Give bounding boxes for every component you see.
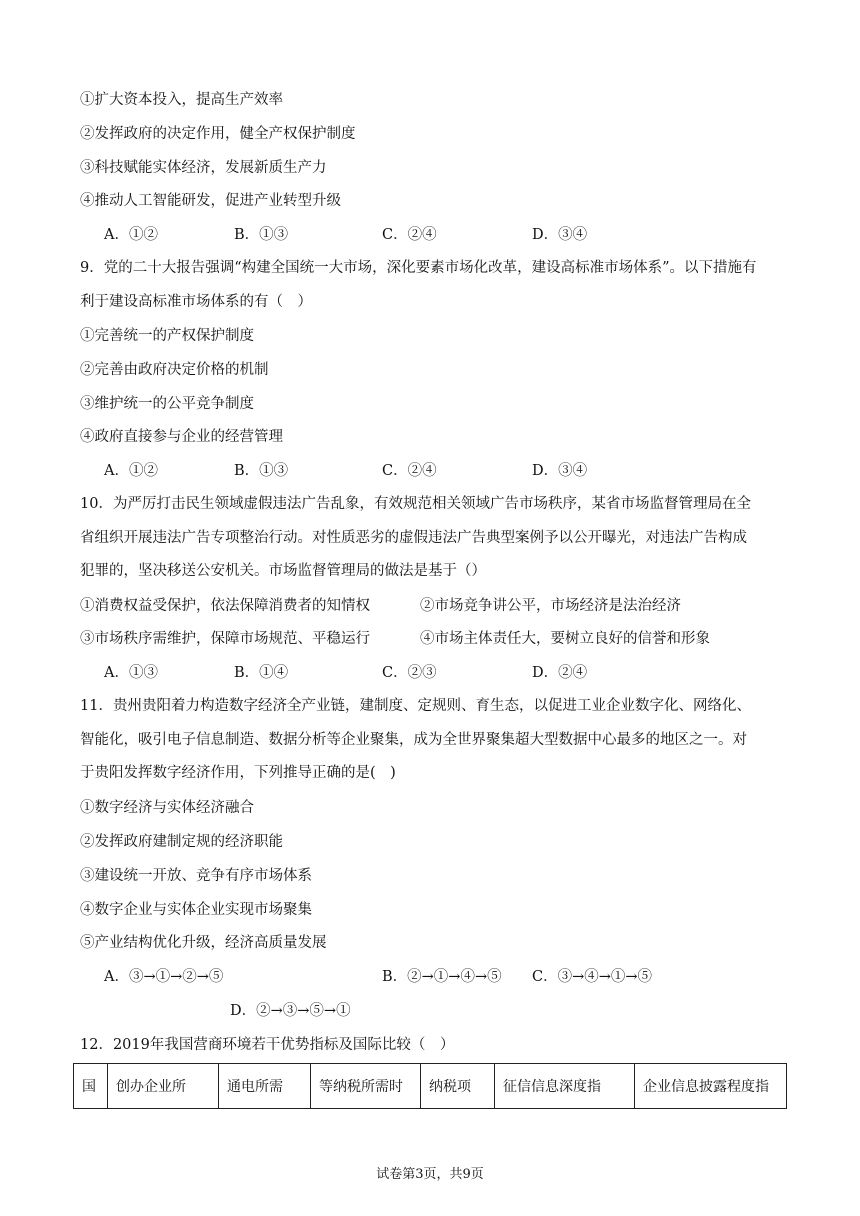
q9-option-b[interactable]: B．①③ [234,463,289,479]
q8-item-4: ④推动人工智能研发，促进产业转型升级 [80,193,341,209]
page-footer: 试卷第3页，共9页 [376,1167,484,1182]
q10-items-row-2 [80,629,800,649]
q11-stem-line: 智能化，吸引电子信息制造、数据分析等企业聚集，成为全世界聚集超大型数据中心最多的地区之一。对 [80,731,747,748]
q11-item-4: ④数字企业与实体企业实现市场聚集 [80,902,312,918]
table-header-cell: 企业信息披露程度指 [635,1064,787,1109]
q11-item-5: ⑤产业结构优化升级，经济高质量发展 [80,935,327,951]
q10-item-1: ①消费权益受保护，依法保障消费者的知情权 [80,598,370,614]
q8-item-1: ①扩大资本投入，提高生产效率 [80,92,283,108]
q11-option-d[interactable]: D．②→③→⑤→① [230,1003,351,1019]
q10-option-c[interactable]: C．②③ [382,665,437,681]
q10-item-2: ②市场竞争讲公平，市场经济是法治经济 [420,598,681,614]
q9-stem-line: 利于建设高标准市场体系的有（ ） [80,293,312,310]
q8-item-3: ③科技赋能实体经济，发展新质生产力 [80,160,327,176]
q8-option-a[interactable]: A．①② [104,227,158,243]
q8-item-2: ②发挥政府的决定作用，健全产权保护制度 [80,126,356,142]
q9-options [104,461,804,481]
q11-option-a[interactable]: A．③→①→②→⑤ [104,969,224,985]
q11-stem-line: 11．贵州贵阳着力构造数字经济全产业链，建制度、定规则、育生态，以促进工业企业数字化、网络化、 [80,698,751,714]
q10-option-d[interactable]: D．②④ [532,665,588,681]
q11-stem [80,690,780,791]
q9-item-2: ②完善由政府决定价格的机制 [80,362,269,378]
q11-stem-line: 于贵阳发挥数字经济作用，下列推导正确的是( ) [80,765,396,782]
q11-options-row-1 [104,967,804,987]
q9-option-c[interactable]: C．②④ [382,463,437,479]
q8-options [104,225,804,245]
q9-option-a[interactable]: A．①② [104,463,158,479]
table-header-cell: 纳税项 [421,1064,495,1109]
q9-stem [80,252,780,319]
q10-option-b[interactable]: B．①④ [234,665,289,681]
table-header-cell: 通电所需 [219,1064,311,1109]
q9-option-d[interactable]: D．③④ [532,463,588,479]
q12-table [73,1063,787,1109]
q11-item-2: ②发挥政府建制定规的经济职能 [80,834,283,850]
q8-option-d[interactable]: D．③④ [532,227,588,243]
q11-item-1: ①数字经济与实体经济融合 [80,800,254,816]
table-header-cell: 创办企业所 [108,1064,219,1109]
table-header-cell: 等纳税所需时 [311,1064,421,1109]
q11-option-c[interactable]: C．③→④→①→⑤ [532,969,653,985]
q11-option-b[interactable]: B．②→①→④→⑤ [382,969,502,985]
table-header-cell: 国 [74,1064,108,1109]
q10-stem-line: 10．为严厉打击民生领域虚假违法广告乱象，有效规范相关领域广告市场秩序，某省市场监督管理局在全 [80,496,751,512]
q11-item-3: ③建设统一开放、竞争有序市场体系 [80,868,312,884]
q10-stem [80,488,780,589]
q9-item-3: ③维护统一的公平竞争制度 [80,396,254,412]
q10-stem-line: 犯罪的，坚决移送公安机关。市场监督管理局的做法是基于（） [80,563,486,580]
q9-item-1: ①完善统一的产权保护制度 [80,328,254,344]
q10-option-a[interactable]: A．①③ [104,665,158,681]
q9-item-4: ④政府直接参与企业的经营管理 [80,429,283,445]
table-header-cell: 征信信息深度指 [495,1064,635,1109]
q10-item-3: ③市场秩序需维护，保障市场规范、平稳运行 [80,631,370,647]
q10-stem-line: 省组织开展违法广告专项整治行动。对性质恶劣的虚假违法广告典型案例予以公开曝光，对违法广告构成 [80,529,747,546]
q8-option-c[interactable]: C．②④ [382,227,437,243]
q9-stem-line: 9．党的二十大报告强调“构建全国统一大市场，深化要素市场化改革，建设高标准市场体系”。以下措施有 [80,260,757,276]
q12-stem: 12．2019年我国营商环境若干优势指标及国际比较（ ） [80,1037,455,1053]
table-header-row [74,1064,787,1109]
q10-items-row-1 [80,596,800,616]
q8-option-b[interactable]: B．①③ [234,227,289,243]
q11-options-row-2 [104,1001,804,1021]
q10-options [104,663,804,683]
q10-item-4: ④市场主体责任大，要树立良好的信誉和形象 [420,631,710,647]
